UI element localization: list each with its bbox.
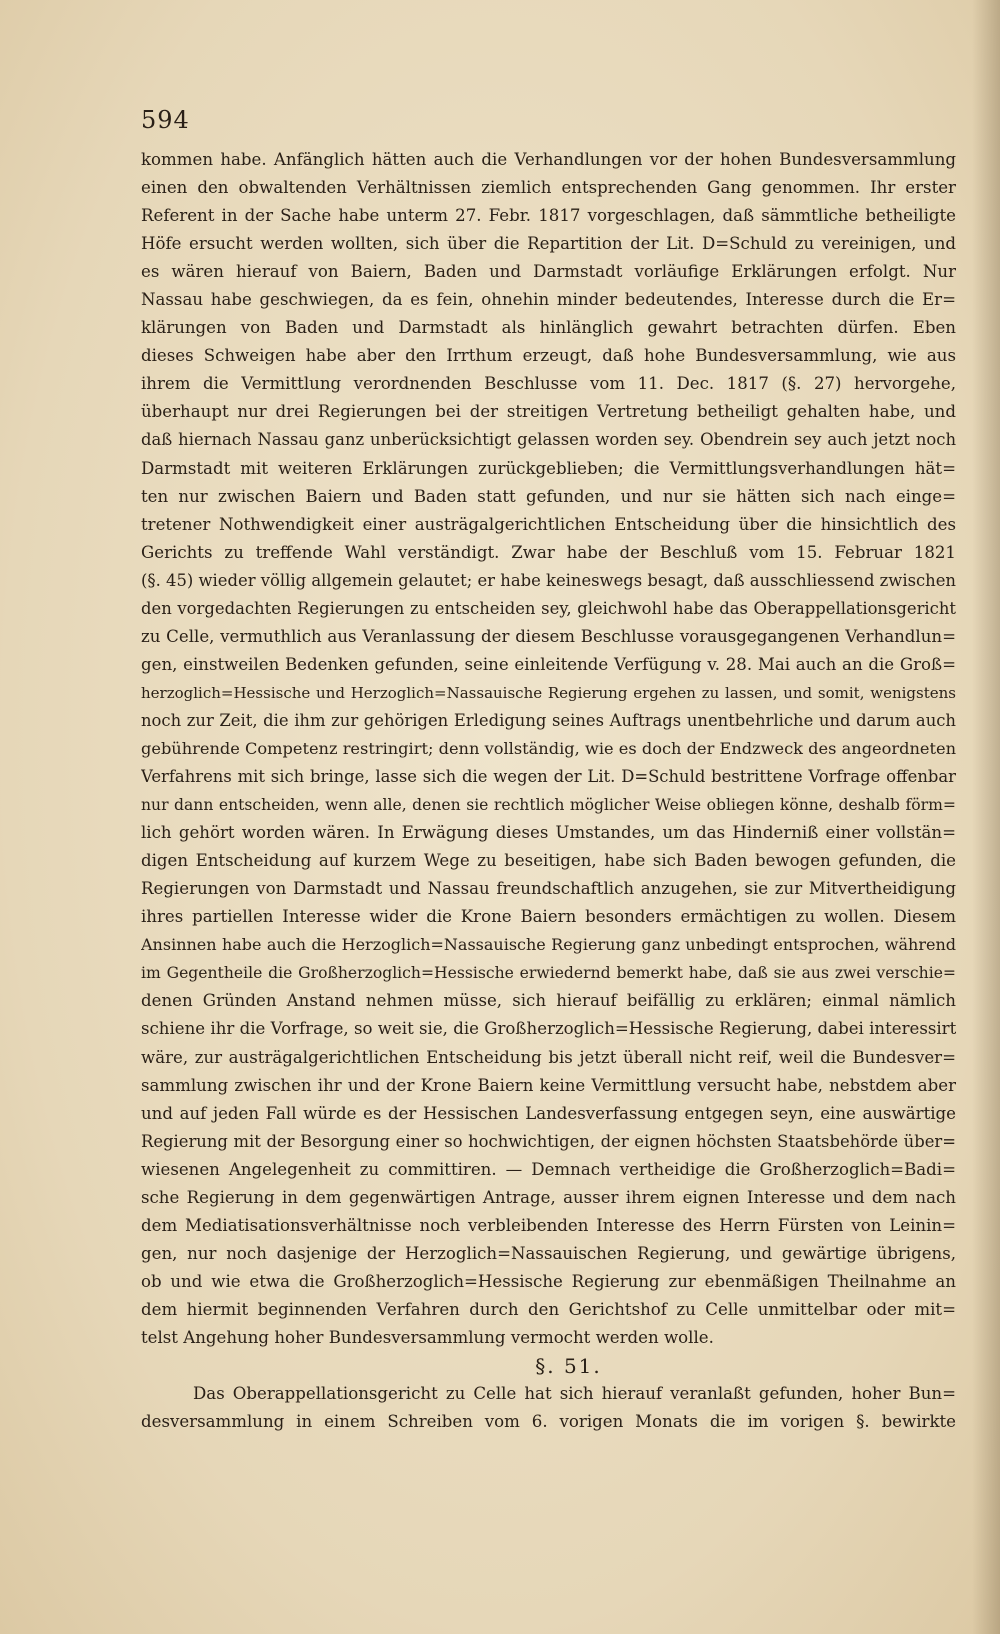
text-line: Regierungen von Darmstadt und Nassau freundschaftlich anzugehen, sie zur Mitvertheidigung [141,879,956,899]
text-line: Höfe ersucht werden wollten, sich über die Repartition der Lit. D=Schuld zu vereinigen, und [141,234,956,254]
text-line: daß hiernach Nassau ganz unberücksichtigt gelassen worden sey. Obendrein sey auch jetzt noch [141,430,956,450]
text-line: Regierung mit der Besorgung einer so hochwichtigen, der eignen höchsten Staatsbehörde über= [141,1131,956,1151]
page-edge-shadow [972,0,1000,1634]
text-line: den vorgedachten Regierungen zu entscheiden sey, gleichwohl habe das Oberappellationsgericht [141,598,956,618]
text-line: Ansinnen habe auch die Herzoglich=Nassauische Regierung ganz unbedingt entsprochen, während [141,935,956,955]
text-line: denen Gründen Anstand nehmen müsse, sich hierauf beifällig zu erklären; einmal nämlich [141,991,956,1011]
text-line: dem hiermit beginnenden Verfahren durch den Gerichtshof zu Celle unmittelbar oder mit= [141,1299,956,1319]
text-line: Gerichts zu treffende Wahl verständigt. Zwar habe der Beschluß vom 15. Februar 1821 [141,542,956,562]
text-line: Darmstadt mit weiteren Erklärungen zurückgeblieben; die Vermittlungsverhandlungen hät= [141,458,956,478]
text-line: schiene ihr die Vorfrage, so weit sie, die Großherzoglich=Hessische Regierung, dabei interessirt [141,1019,956,1039]
text-line: ten nur zwischen Baiern und Baden statt gefunden, und nur sie hätten sich nach einge= [141,486,956,506]
text-line: wiesenen Angelegenheit zu committiren. — Demnach vertheidige die Großherzoglich=Badi= [141,1159,956,1179]
text-line: kommen habe. Anfänglich hätten auch die Verhandlungen vor der hohen Bundesversammlung [141,150,956,169]
text-line: gen, einstweilen Bedenken gefunden, seine einleitende Verfügung v. 28. Mai auch an die Groß= [141,654,956,674]
section-text-line: Das Oberappellationsgericht zu Celle hat sich hierauf veranlaßt gefunden, hoher Bun= [193,1384,956,1404]
text-line: Nassau habe geschwiegen, da es fein, ohnehin minder bedeutendes, Interesse durch die Er= [141,290,956,310]
text-line: dieses Schweigen habe aber den Irrthum erzeugt, daß hohe Bundesversammlung, wie aus [141,346,956,366]
text-line: dem Mediatisationsverhältnisse noch verbleibenden Interesse des Herrn Fürsten von Leinin= [141,1215,956,1235]
body-text [141,146,956,1436]
text-line: Verfahrens mit sich bringe, lasse sich die wegen der Lit. D=Schuld bestrittene Vorfrage offenbar [141,767,956,787]
text-line: klärungen von Baden und Darmstadt als hinlänglich gewahrt betrachten dürfen. Eben [141,318,956,338]
text-line: ob und wie etwa die Großherzoglich=Hessische Regierung zur ebenmäßigen Theilnahme an [141,1271,956,1291]
text-line: herzoglich=Hessische und Herzoglich=Nassauische Regierung ergehen zu lassen, und somit, wenigstens [141,683,956,702]
text-line: nur dann entscheiden, wenn alle, denen sie rechtlich möglicher Weise obliegen könne, deshalb förm= [141,796,956,815]
text-line: telst Angehung hoher Bundesversammlung vermocht werden wolle. [141,1327,714,1347]
text-line: noch zur Zeit, die ihm zur gehörigen Erledigung seines Auftrags unentbehrliche und darum auch [141,710,956,730]
section-heading: §. 51. [535,1354,602,1379]
text-line: und auf jeden Fall würde es der Hessischen Landesverfassung entgegen seyn, eine auswärtige [141,1103,956,1123]
text-line: einen den obwaltenden Verhältnissen ziemlich entsprechenden Gang genommen. Ihr erster [141,178,956,198]
text-line: gebührende Competenz restringirt; denn vollständig, wie es doch der Endzweck des angeordneten [141,738,956,758]
text-line: ihres partiellen Interesse wider die Krone Baiern besonders ermächtigen zu wollen. Diesem [141,907,956,927]
text-line: zu Celle, vermuthlich aus Veranlassung der diesem Beschlusse vorausgegangenen Verhandlun= [141,626,956,646]
text-line: sammlung zwischen ihr und der Krone Baiern keine Vermittlung versucht habe, nebstdem aber [141,1075,956,1095]
text-line: digen Entscheidung auf kurzem Wege zu beseitigen, habe sich Baden bewogen gefunden, die [141,851,956,871]
text-line: tretener Nothwendigkeit einer austrägalgerichtlichen Entscheidung über die hinsichtlich des [141,514,956,534]
page-number: 594 [141,106,190,134]
section-text-line: desversammlung in einem Schreiben vom 6. vorigen Monats die im vorigen §. bewirkte [141,1412,956,1432]
text-line: ihrem die Vermittlung verordnenden Beschlusse vom 11. Dec. 1817 (§. 27) hervorgehe, [141,374,956,394]
text-line: sche Regierung in dem gegenwärtigen Antrage, ausser ihrem eignen Interesse und dem nach [141,1187,956,1207]
text-line: es wären hierauf von Baiern, Baden und Darmstadt vorläufige Erklärungen erfolgt. Nur [141,262,956,282]
text-line: Referent in der Sache habe unterm 27. Febr. 1817 vorgeschlagen, daß sämmtliche betheiligte [141,206,956,226]
text-line: gen, nur noch dasjenige der Herzoglich=Nassauischen Regierung, und gewärtige übrigens, [141,1243,956,1263]
text-line: überhaupt nur drei Regierungen bei der streitigen Vertretung betheiligt gehalten habe, und [141,402,956,422]
text-line: im Gegentheile die Großherzoglich=Hessische erwiedernd bemerkt habe, daß sie aus zwei verschie= [141,964,956,983]
text-line: (§. 45) wieder völlig allgemein gelautet; er habe keineswegs besagt, daß ausschliessend zwischen [141,570,956,590]
text-line: lich gehört worden wären. In Erwägung dieses Umstandes, um das Hinderniß einer vollstän= [141,823,956,843]
text-line: wäre, zur austrägalgerichtlichen Entscheidung bis jetzt überall nicht reif, weil die Bundesver= [141,1047,956,1067]
